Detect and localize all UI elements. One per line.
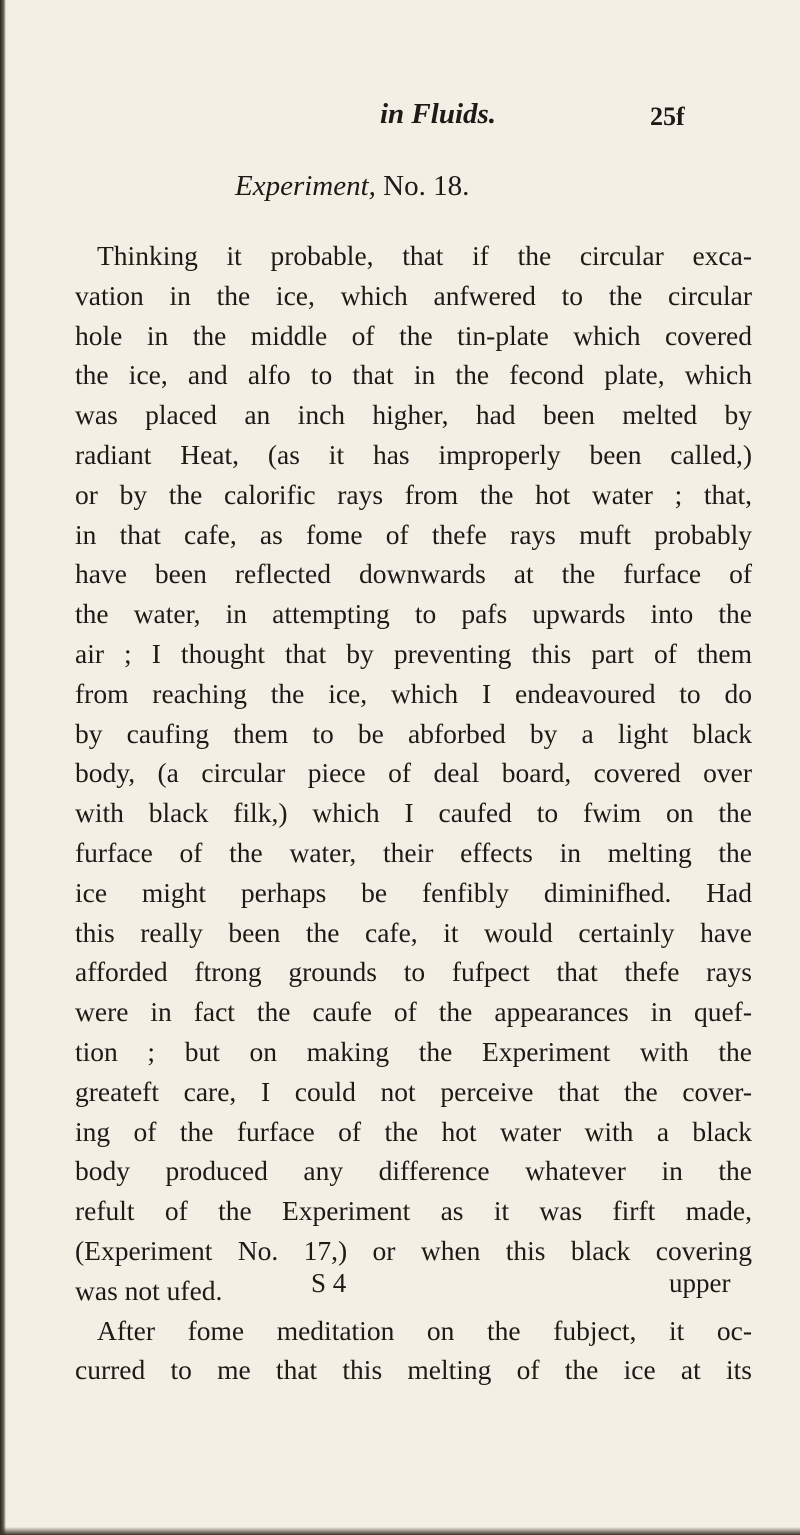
text-line: radiant Heat, (as it has improperly been called,) — [75, 438, 752, 470]
text-line: or by the calorific rays from the hot water ; that, — [75, 478, 752, 510]
text-line: the ice, and alfo to that in the fecond plate, which — [75, 359, 752, 391]
text-line: have been reflected downwards at the furface of — [75, 558, 752, 590]
catchword: upper — [669, 1268, 731, 1298]
text-line: by caufing them to be abforbed by a light black — [75, 717, 752, 749]
text-line: afforded ftrong grounds to fufpect that thefe rays — [75, 956, 752, 988]
section-number: No. 18. — [383, 170, 470, 202]
text-line: with black filk,) which I caufed to fwim on the — [75, 797, 752, 829]
text-line: tion ; but on making the Experiment with the — [75, 1035, 752, 1067]
signature-mark: S 4 — [311, 1268, 347, 1298]
page-number: 25f — [650, 102, 685, 131]
text-line: hole in the middle of the tin-plate which covered — [75, 319, 752, 351]
text-line: curred to me that this melting of the ice at its — [75, 1354, 752, 1386]
running-head: in Fluids. — [380, 98, 497, 130]
text-line: (Experiment No. 17,) or when this black covering — [75, 1234, 752, 1266]
text-line: were in fact the caufe of the appearances in quef- — [75, 996, 752, 1028]
text-line: refult of the Experiment as it was firft made, — [75, 1195, 752, 1227]
text-line: vation in the ice, which anfwered to the circular — [75, 279, 752, 311]
text-line: from reaching the ice, which I endeavoured to do — [75, 677, 752, 709]
page-header — [0, 98, 800, 138]
text-line: ice might perhaps be fenfibly diminifhed. Had — [75, 876, 752, 908]
page-bottom-edge-shadow — [0, 1527, 800, 1535]
text-line: ing of the furface of the hot water with a black — [75, 1115, 752, 1147]
text-line: this really been the cafe, it would certainly have — [75, 916, 752, 948]
section-label: Experiment, — [235, 170, 376, 202]
text-line: in that cafe, as fome of thefe rays muft probably — [75, 518, 752, 550]
text-line: furface of the water, their effects in melting the — [75, 836, 752, 868]
text-line: was placed an inch higher, had been melted by — [75, 399, 752, 431]
text-line: After fome meditation on the fubject, it oc- — [97, 1314, 752, 1346]
text-line: body produced any difference whatever in the — [75, 1155, 752, 1187]
text-line: body, (a circular piece of deal board, covered over — [75, 757, 752, 789]
section-heading — [235, 170, 469, 203]
catchline — [0, 1268, 800, 1308]
text-line: greateft care, I could not perceive that the cover- — [75, 1075, 752, 1107]
text-line: the water, in attempting to pafs upwards into the — [75, 598, 752, 630]
body-text — [75, 236, 752, 1390]
text-line: was not ufed. — [75, 1274, 223, 1306]
text-line: Thinking it probable, that if the circular exca- — [97, 240, 752, 271]
text-line: air ; I thought that by preventing this part of them — [75, 637, 752, 669]
